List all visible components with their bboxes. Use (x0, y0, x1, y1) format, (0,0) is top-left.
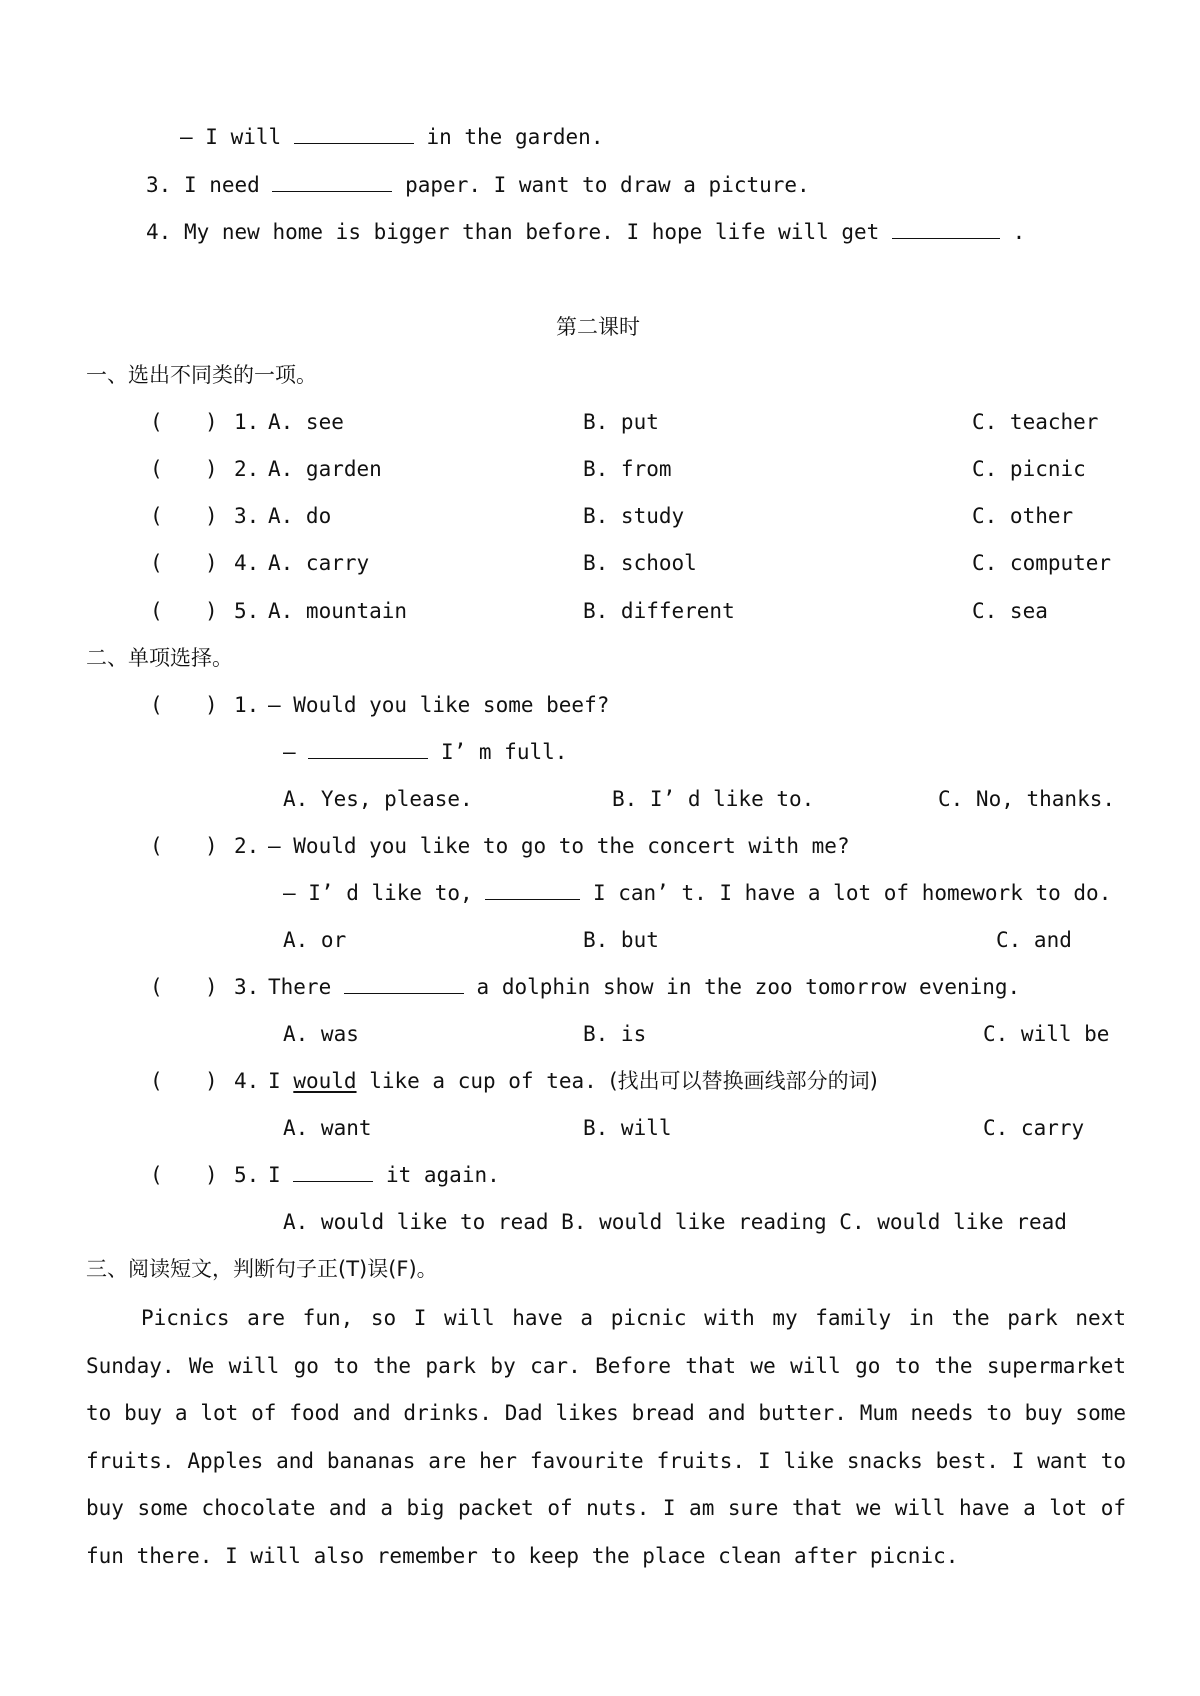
item-number: 3. (146, 173, 172, 197)
text: I can’ t. I have a lot of homework to do. (592, 881, 1112, 905)
option-b: B. will (583, 1116, 672, 1140)
item-number: 2. (234, 457, 260, 481)
text: . (1012, 220, 1026, 244)
item-number: 4. (234, 551, 260, 575)
answer-bracket-close: ) (205, 599, 218, 623)
option-a: A. was (283, 1022, 359, 1046)
text: I (268, 1163, 281, 1187)
option-a: A. carry (268, 551, 370, 575)
option-a: A. mountain (268, 599, 408, 623)
option-a: A. garden (268, 457, 382, 481)
option-b: B. school (583, 551, 697, 575)
answer-bracket-close: ) (205, 551, 218, 575)
text: in the garden. (426, 125, 604, 149)
answer-bracket-open[interactable]: ( (150, 1069, 163, 1093)
text: — I will (180, 125, 282, 149)
answer-bracket-close: ) (205, 693, 218, 717)
text: — I’ d like to, (283, 881, 473, 905)
option-b: B. different (583, 599, 735, 623)
answer-blank[interactable] (308, 738, 428, 759)
item-number: 1. (234, 410, 260, 434)
answer-bracket-open[interactable]: ( (150, 504, 163, 528)
option-a: A. Yes, please. (283, 787, 473, 811)
option-c: C. will be (983, 1022, 1110, 1046)
option-a: A. want (283, 1116, 372, 1140)
answer-blank[interactable] (892, 218, 1000, 239)
answer-bracket-open[interactable]: ( (150, 599, 163, 623)
item-number: 3. (234, 504, 260, 528)
option-a: A. or (283, 928, 347, 952)
option-b: B. study (583, 504, 685, 528)
option-c: C. computer (972, 551, 1112, 575)
text: paper. I want to draw a picture. (405, 173, 810, 197)
answer-bracket-open[interactable]: ( (150, 410, 163, 434)
text: it again. (385, 1163, 500, 1187)
item-number: 5. (234, 599, 260, 623)
answer-blank[interactable] (294, 123, 414, 144)
option-b: B. put (583, 410, 659, 434)
option-b: B. is (583, 1022, 647, 1046)
answer-bracket-close: ) (205, 975, 218, 999)
underlined-word: would (293, 1069, 357, 1093)
question-text: — Would you like to go to the concert with me? (268, 834, 850, 858)
text: — (283, 740, 296, 764)
fill-line-3 (146, 170, 810, 200)
question-text: — Would you like some beef? (268, 693, 610, 717)
options-line: A. would like to read B. would like reading C. would like read (283, 1210, 1067, 1234)
answer-bracket-close: ) (205, 1069, 218, 1093)
item-number: 5. (234, 1163, 260, 1187)
answer-bracket-open[interactable]: ( (150, 1163, 163, 1187)
option-c: C. other (972, 504, 1074, 528)
answer-bracket-close: ) (205, 457, 218, 481)
text: a dolphin show in the zoo tomorrow evening. (476, 975, 1021, 999)
text: I need (183, 173, 260, 197)
text: There (268, 975, 332, 999)
option-b: B. but (583, 928, 659, 952)
answer-bracket-open[interactable]: ( (150, 693, 163, 717)
question-text (268, 1066, 878, 1096)
instruction-note: (找出可以替换画线部分的词) (609, 1069, 878, 1093)
answer-blank[interactable] (344, 973, 464, 994)
question-text (268, 1160, 500, 1190)
dialogue-line (283, 737, 567, 767)
option-c: C. and (996, 928, 1072, 952)
section-2-heading: 二、单项选择。 (86, 646, 233, 670)
answer-blank[interactable] (272, 171, 392, 192)
text: My new home is bigger than before. I hope life will get (183, 220, 880, 244)
option-a: A. do (268, 504, 332, 528)
answer-bracket-open[interactable]: ( (150, 834, 163, 858)
item-number: 2. (234, 834, 260, 858)
answer-blank[interactable] (293, 1161, 373, 1182)
item-number: 4. (146, 220, 172, 244)
section-1-heading: 一、选出不同类的一项。 (86, 363, 317, 387)
option-c: C. picnic (972, 457, 1086, 481)
item-number: 3. (234, 975, 260, 999)
answer-bracket-open[interactable]: ( (150, 975, 163, 999)
lesson-title: 第二课时 (556, 315, 640, 339)
item-number: 1. (234, 693, 260, 717)
answer-bracket-close: ) (205, 834, 218, 858)
option-c: C. No, thanks. (938, 787, 1116, 811)
section-3-heading: 三、阅读短文，判断句子正(T)误(F)。 (86, 1257, 438, 1281)
text: I (268, 1069, 281, 1093)
item-number: 4. (234, 1069, 260, 1093)
answer-bracket-close: ) (205, 1163, 218, 1187)
question-text (268, 972, 1020, 1002)
text: like a cup of tea. (369, 1069, 597, 1093)
option-b: B. I’ d like to. (612, 787, 815, 811)
fill-line-cont (180, 122, 603, 152)
option-c: C. sea (972, 599, 1048, 623)
dialogue-line (283, 878, 1111, 908)
reading-passage: Picnics are fun, so I will have a picnic with my family in the park next Sunday. We will go to the park by car. Before that we will go to the supermarket to buy a lot of food and drinks. Dad likes bread and butter. Mum needs to buy some fruits. Apples and bananas are her favourite fruits. I like snacks best. I want to buy some chocolate and a big packet of nuts. I am sure that we will have a lot of fun there. I will also remember to keep the place clean after picnic. (86, 1306, 1126, 1568)
answer-bracket-close: ) (205, 410, 218, 434)
fill-line-4 (146, 217, 1025, 247)
option-a: A. see (268, 410, 344, 434)
text: I’ m full. (440, 740, 568, 764)
option-c: C. teacher (972, 410, 1099, 434)
answer-blank[interactable] (485, 879, 580, 900)
answer-bracket-open[interactable]: ( (150, 551, 163, 575)
answer-bracket-open[interactable]: ( (150, 457, 163, 481)
option-b: B. from (583, 457, 672, 481)
option-c: C. carry (983, 1116, 1085, 1140)
answer-bracket-close: ) (205, 504, 218, 528)
